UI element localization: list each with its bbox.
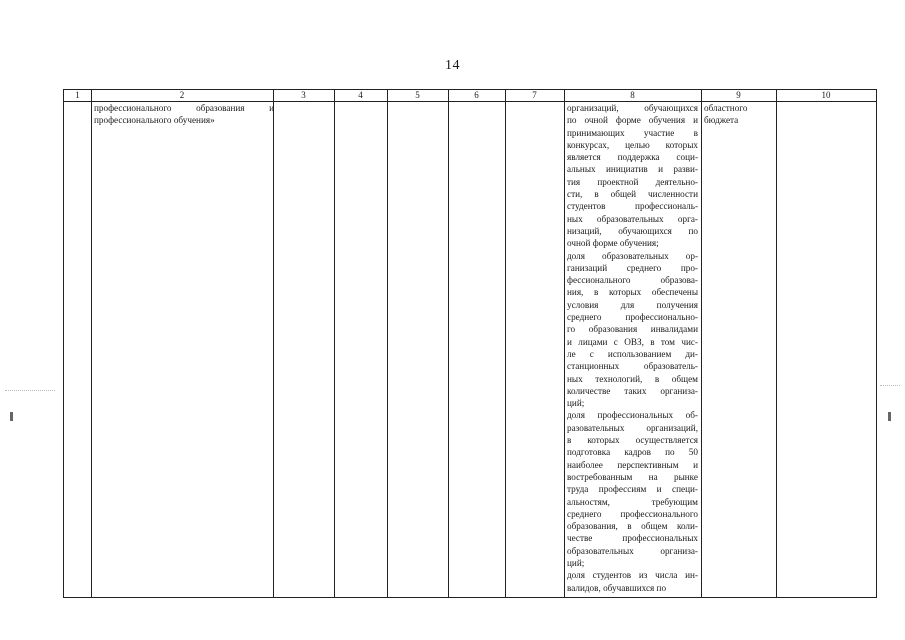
scan-mark xyxy=(10,412,13,421)
text-line: тия проектной деятельно- xyxy=(567,176,698,187)
text-line: ния, в которых обеспечены xyxy=(567,287,698,298)
text-line: фессионального образова- xyxy=(567,275,698,286)
column-10 xyxy=(776,90,777,597)
text-line: востребованным на рынке xyxy=(567,471,698,482)
header-cell: 2 xyxy=(179,90,185,100)
column-8 xyxy=(564,90,565,597)
text-line: труда профессиям и специ- xyxy=(567,484,698,495)
text-line: очной форме обучения; xyxy=(567,238,659,249)
text-line: подготовка кадров по 50 xyxy=(567,447,698,458)
header-cell: 9 xyxy=(736,90,741,100)
text-line: условия для получения xyxy=(567,299,698,310)
text-line: валидов, обучавшихся по xyxy=(567,582,667,593)
data-table xyxy=(63,89,877,598)
column-7 xyxy=(505,90,506,597)
text-line: среднего профессионально- xyxy=(567,312,698,323)
text-line: конкурсах, целью которых xyxy=(567,139,698,150)
text-line: и лицами с ОВЗ, в том чис- xyxy=(567,336,698,347)
text-line: образовательных организа- xyxy=(567,545,698,556)
header-cell: 1 xyxy=(75,90,80,100)
column-6 xyxy=(448,90,449,597)
text-line: го образования инвалидами xyxy=(567,324,698,335)
page-number: 14 xyxy=(445,58,460,73)
text-line: станционных образователь- xyxy=(567,361,698,372)
text-line: образования, в общем коли- xyxy=(567,521,698,532)
text-line: разовательных организаций, xyxy=(567,422,698,433)
cell-funding-source xyxy=(704,102,774,127)
header-cell: 4 xyxy=(358,90,363,100)
text-line: альных инициатив и разви- xyxy=(567,164,698,175)
column-4 xyxy=(334,90,335,597)
text-line: является поддержка соци- xyxy=(567,152,698,163)
text-line: наиболее перспективным и xyxy=(567,459,698,470)
text-line: ганизаций среднего про- xyxy=(567,262,698,273)
header-cell: 5 xyxy=(415,90,420,100)
scan-noise xyxy=(5,390,55,391)
header-row xyxy=(64,90,876,102)
text-line: доля студентов из числа ин- xyxy=(567,570,698,581)
header-cell: 10 xyxy=(821,90,831,100)
text-line: ций; xyxy=(567,557,585,568)
text-line: ных технологий, в общем xyxy=(567,373,698,384)
text-line: в которых осуществляется xyxy=(567,435,698,446)
text-line: альностям, требующим xyxy=(567,496,698,507)
text-line: областного xyxy=(704,103,748,113)
text-line: ных образовательных орга- xyxy=(567,213,698,224)
scan-mark xyxy=(888,412,891,421)
header-cell: 6 xyxy=(474,90,479,100)
text-line: низаций, обучающихся по xyxy=(567,225,698,236)
text-line: организаций, обучающихся xyxy=(567,103,698,113)
column-5 xyxy=(387,90,388,597)
text-line: количестве таких организа- xyxy=(567,385,698,396)
text-line: честве профессиональных xyxy=(567,533,698,544)
column-9 xyxy=(701,90,702,597)
text-line: бюджета xyxy=(704,115,739,126)
text-line: ле с использованием ди- xyxy=(567,348,698,359)
header-cell: 3 xyxy=(301,90,306,100)
column-3 xyxy=(273,90,274,597)
text-line: принимающих участие в xyxy=(567,127,698,138)
text-line: доля образовательных ор- xyxy=(567,250,698,261)
text-line: профессионального образования и xyxy=(94,103,274,113)
text-line: профессионального обучения» xyxy=(94,115,215,126)
header-cell: 8 xyxy=(630,90,635,100)
text-line: сти, в общей численности xyxy=(567,189,698,200)
cell-indicators xyxy=(567,102,698,594)
text-line: ций; xyxy=(567,398,585,409)
column-2 xyxy=(91,90,92,597)
text-line: по очной форме обучения и xyxy=(567,115,698,126)
text-line: среднего профессионального xyxy=(567,508,698,519)
header-cell: 7 xyxy=(532,90,537,100)
cell-program-name xyxy=(94,102,274,127)
text-line: доля профессиональных об- xyxy=(567,410,698,421)
scan-noise xyxy=(880,385,900,386)
text-line: студентов профессиональ- xyxy=(567,201,698,212)
